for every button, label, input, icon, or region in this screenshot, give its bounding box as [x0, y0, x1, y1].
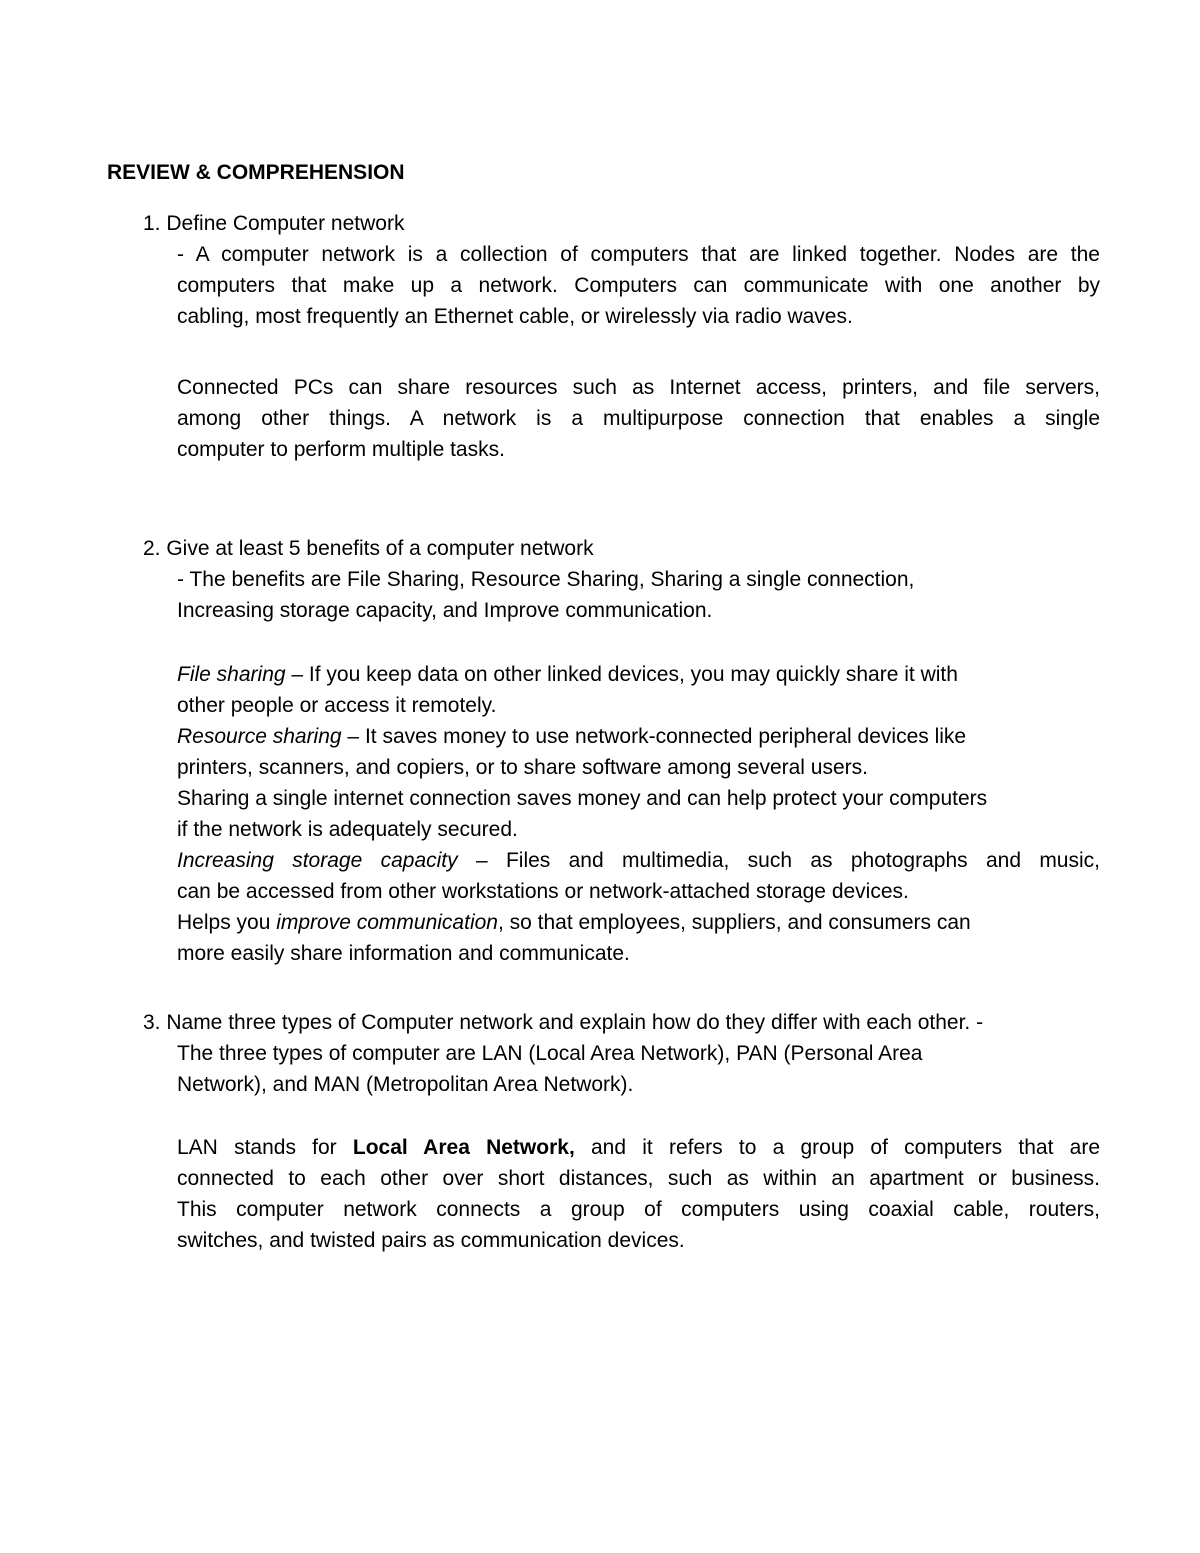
answer-3-intro — [177, 1038, 1100, 1100]
lan-term: Local Area Network, — [352, 1136, 575, 1159]
storage-line-1: Increasing storage capacity – Files and multimedia, such as photographs and music, — [177, 849, 1100, 872]
answer-1-line-3: cabling, most frequently an Ethernet cable, or wirelessly via radio waves. — [177, 305, 853, 328]
question-1: 1. Define Computer network — [143, 212, 405, 235]
single-connection-line-2: if the network is adequately secured. — [177, 818, 518, 841]
answer-1-paragraph-2 — [177, 372, 1100, 465]
answer-1-line-1: - A computer network is a collection of computers that are linked together. Nodes are the — [177, 243, 1100, 266]
file-sharing-line-2: other people or access it remotely. — [177, 694, 497, 717]
lan-line-1: LAN stands for Local Area Network, and it refers to a group of computers that are — [177, 1136, 1100, 1159]
answer-1-p2-line-1: Connected PCs can share resources such as Internet access, printers, and file servers, — [177, 376, 1100, 399]
question-3: 3. Name three types of Computer network and explain how do they differ with each other. - — [143, 1011, 984, 1034]
answer-3-line-1: The three types of computer are LAN (Local Area Network), PAN (Personal Area — [177, 1042, 923, 1065]
lan-line-4: switches, and twisted pairs as communication devices. — [177, 1229, 685, 1252]
storage-line-2: can be accessed from other workstations or network-attached storage devices. — [177, 880, 909, 903]
storage-term: Increasing storage capacity — [177, 849, 458, 872]
answer-1-line-2: computers that make up a network. Computers can communicate with one another by — [177, 274, 1100, 297]
page-heading: REVIEW & COMPREHENSION — [107, 161, 405, 184]
resource-sharing-line-1: Resource sharing – It saves money to use network-connected peripheral devices like — [177, 725, 967, 748]
answer-2-benefits — [177, 659, 1100, 969]
communication-term: improve communication — [276, 911, 498, 934]
resource-sharing-term: Resource sharing — [177, 725, 342, 748]
resource-sharing-line-2: printers, scanners, and copiers, or to share software among several users. — [177, 756, 868, 779]
answer-2-line-1: - The benefits are File Sharing, Resource Sharing, Sharing a single connection, — [177, 568, 915, 591]
question-2: 2. Give at least 5 benefits of a computer network — [143, 537, 594, 560]
file-sharing-line-1: File sharing – If you keep data on other linked devices, you may quickly share it with — [177, 663, 958, 686]
answer-1-p2-line-2: among other things. A network is a multipurpose connection that enables a single — [177, 407, 1100, 430]
communication-line-1: Helps you improve communication, so that employees, suppliers, and consumers can — [177, 911, 971, 934]
answer-3-lan-paragraph — [177, 1132, 1100, 1256]
file-sharing-term: File sharing — [177, 663, 286, 686]
answer-1-paragraph-1 — [177, 239, 1100, 332]
answer-2-intro — [177, 564, 1100, 626]
lan-line-3: This computer network connects a group of computers using coaxial cable, routers, — [177, 1198, 1100, 1221]
lan-line-2: connected to each other over short distances, such as within an apartment or business. — [177, 1167, 1100, 1190]
communication-line-2: more easily share information and communicate. — [177, 942, 630, 965]
answer-2-line-2: Increasing storage capacity, and Improve communication. — [177, 599, 713, 622]
single-connection-line-1: Sharing a single internet connection saves money and can help protect your computers — [177, 787, 988, 810]
answer-3-line-2: Network), and MAN (Metropolitan Area Network). — [177, 1073, 634, 1096]
answer-1-p2-line-3: computer to perform multiple tasks. — [177, 438, 505, 461]
